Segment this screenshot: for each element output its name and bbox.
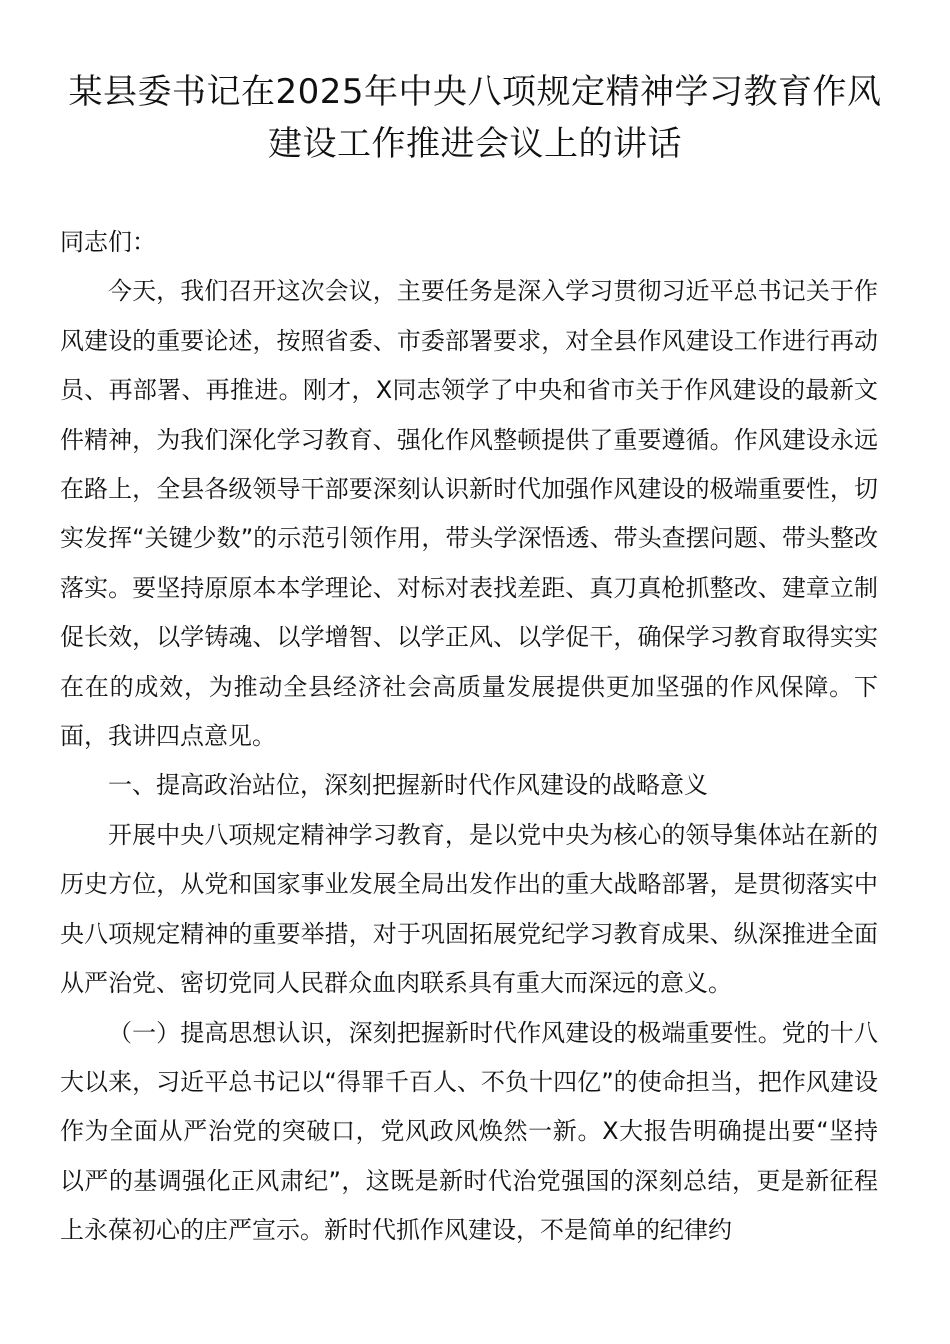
section-heading-1: 一、提高政治站位，深刻把握新时代作风建设的战略意义: [108, 771, 708, 800]
salutation: 同志们：: [60, 228, 156, 256]
section1-subsection-paragraph: （一）提高思想认识，深刻把握新时代作风建设的极端重要性。党的十八大以来，习近平总书记以“得罪千百人、不负十四亿”的使命担当，把作风建设作为全面从严治党的突破口，党风政风焕然一新。X大报告明确提出要“坚持以严的基调强化正风肃纪”，这既是新时代治党强国的深刻总结，更是新征程上永葆初心的庄严宣示。新时代抓作风建设，不是简单的纪律约: [60, 1018, 878, 1245]
document-title: 某县委书记在2025年中央八项规定精神学习教育作风建设工作推进会议上的讲话: [68, 72, 882, 164]
section1-paragraph: 开展中央八项规定精神学习教育，是以党中央为核心的领导集体站在新的历史方位，从党和国家事业发展全局出发作出的重大战略部署，是贯彻落实中央八项规定精神的重要举措，对于巩固拓展党纪学习教育成果、纵深推进全面从严治党、密切党同人民群众血肉联系具有重大而深远的意义。: [60, 820, 878, 998]
document-body: [60, 218, 878, 1256]
intro-paragraph: 今天，我们召开这次会议，主要任务是深入学习贯彻习近平总书记关于作风建设的重要论述，按照省委、市委部署要求，对全县作风建设工作进行再动员、再部署、再推进。刚才，X同志领学了中央和省市关于作风建设的最新文件精神，为我们深化学习教育、强化作风整顿提供了重要遵循。作风建设永远在路上，全县各级领导干部要深刻认识新时代加强作风建设的极端重要性，切实发挥“关键少数”的示范引领作用，带头学深悟透、带头查摆问题、带头整改落实。要坚持原原本本学理论、对标对表找差距、真刀真枪抓整改、建章立制促长效，以学铸魂、以学增智、以学正风、以学促干，确保学习教育取得实实在在的成效，为推动全县经济社会高质量发展提供更加坚强的作风保障。下面，我讲四点意见。: [60, 277, 878, 751]
